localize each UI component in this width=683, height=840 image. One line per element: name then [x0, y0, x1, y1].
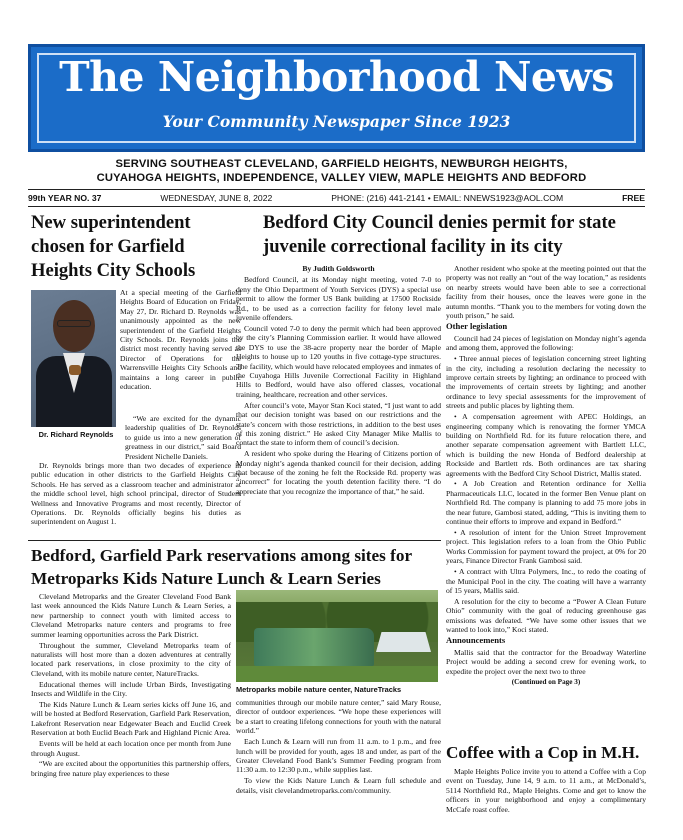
- paragraph: Each Lunch & Learn will run from 11 a.m. to 1 p.m., and free lunch will be provided for youth, ages 18 and under, as part of the Greater Cleveland Food Bank’s Summer Feeding program from 11:30 a.m. to 12:30 p.m., while supplies last.: [236, 737, 441, 775]
- paragraph: • A Job Creation and Retention ordinance for Xellia Pharmaceuticals LLC, located in the former Ben Venue plant on Northfield Rd. The company is planning to add 75 more jobs in the near future, Gambosi stated, adding, “This is inviting them to continue their efforts to improve and expand in Bedford.”: [446, 479, 646, 527]
- continued-note: (Continued on Page 3): [511, 677, 581, 686]
- masthead-banner: [28, 44, 645, 152]
- article-body: [120, 288, 241, 393]
- paragraph: At a special meeting of the Garfield Heights Board of Education on Friday, May 27, Dr. Richard D. Reynolds was unanimously appointed as the new superintendent of the Garfield Heights City Schools. Dr. Reynolds joins the district most recently having served as Director of Operations for the Warrensville Heights City Schools and maintains a long career in public education.: [120, 288, 241, 392]
- superintendent-photo: [31, 290, 116, 427]
- subhead: Other legislation: [446, 321, 508, 332]
- issue-date: WEDNESDAY, JUNE 8, 2022: [160, 193, 273, 203]
- article-headline: Bedford City Council denies permit for state juvenile correctional facility in its city: [263, 212, 616, 257]
- price: FREE: [622, 193, 645, 203]
- article-body: [446, 264, 646, 687]
- paragraph: A resident who spoke during the Hearing of Citizens portion of Monday night’s agenda thanked council for their decision, adding that because of the zoning he felt the Rockside Rd. property was “incorrect” for locating the youth detention facility there. “I do appreciate that you recognize the importance of that,” he said.: [236, 449, 441, 496]
- byline: By Judith Goldsworth: [302, 264, 375, 273]
- divider: [28, 206, 645, 207]
- article-body: [236, 698, 441, 797]
- paragraph: Bedford Council, at its Monday night meeting, voted 7-0 to deny the Ohio Department of Youth Services (DYS) a special use permit to allow the former US Bank building at 17500 Rockside Rd., to be used as a correction facility for felony level male juvenile offenders.: [236, 275, 441, 323]
- paragraph: A resolution for the city to become a “Power A Clean Future Ohio” community with the goal of reducing greenhouse gas emissions was defeated. “We have some other issues that we wanted to look into,” Koci stated.: [446, 596, 646, 635]
- coverage-area: [20, 157, 663, 185]
- paragraph: Council voted 7-0 to deny the permit which had been approved by the city’s Planning Commission earlier. It would have allowed the DYS to use the 38-acre property near the border of Maple Heights to house up to 120 youths in five cottage-type structures. The facility, which would have relocated employees and inmates of the Cuyahoga Hills Juvenile Correctional Facility in Highland Hills to Bedford, would have also offered classes, vocational training, healthcare, recreation and other services.: [236, 323, 441, 399]
- paragraph: Mallis said that the contractor for the Broadway Waterline Project would be adding a second crew for evening work, to expedite the project over the next two to three: [446, 647, 646, 676]
- paragraph: Maple Heights Police invite you to attend a Coffee with a Cop event on Tuesday, June 14, 9 a.m. to 11 a.m., at McDonald’s, 5114 Northfield Rd., Maple Heights. Come and get to know the officers in your neighborhood and enjoy a complimentary McCafe roast coffee.: [446, 767, 646, 814]
- photo-caption: Metroparks mobile nature center, NatureTracks: [236, 685, 402, 694]
- paragraph: Cleveland Metroparks and the Greater Cleveland Food Bank last week announced the Kids Nature Lunch & Learn Series, a new partnership to connect youth with limited access to Cleveland Metroparks nature centers and programs to free summer learning opportunities across the Park District.: [31, 592, 231, 639]
- article-body: [446, 767, 646, 816]
- coverage-line-2: CUYAHOGA HEIGHTS, INDEPENDENCE, VALLEY VIEW, MAPLE HEIGHTS AND BEDFORD: [96, 172, 587, 184]
- article-headline: Bedford, Garfield Park reservations among sites for Metroparks Kids Nature Lunch & Learn Series: [31, 546, 412, 588]
- paragraph: After council’s vote, Mayor Stan Koci stated, “I just want to add that our decision tonight was based on our restrictions and the state’s concern with those restrictions, in addition to the best uses of this zoning district.” He asked City Manager Mike Mallis to contact the state to inform them of council’s decision.: [236, 400, 441, 448]
- paragraph: To view the Kids Nature Lunch & Learn full schedule and details, visit clevelandmetroparks.com/community.: [236, 776, 441, 795]
- newspaper-title: The Neighborhood News: [59, 53, 614, 101]
- paragraph: • A resolution of intent for the Union Street Improvement project. This legislation refers to a loan from the Ohio Public Works Commission for payment toward the project, at 0% for 20 years, Finance Director Frank Gambosi said.: [446, 527, 646, 566]
- paragraph: “We are excited for the dynamic leadership qualities of Dr. Reynolds to guide us into a new generation of greatness in our district,” said Board President Nichelle Daniels.: [125, 414, 241, 461]
- article-body: [31, 414, 241, 528]
- article-body: [236, 264, 441, 498]
- paragraph: The Kids Nature Lunch & Learn series kicks off June 16, and will be hosted at Bedford Reservation, Garfield Park Reservation, Lakefront Reservation near Edgewater Beach and Euclid Creek Reservation at both Euclid Beach Park and Highland Picnic Area.: [31, 699, 231, 738]
- paragraph: Events will be held at each location once per month from June through August.: [31, 739, 231, 758]
- newspaper-tagline: Your Community Newspaper Since 1923: [162, 112, 511, 131]
- issue-info-bar: [28, 190, 645, 206]
- coverage-line-1: SERVING SOUTHEAST CLEVELAND, GARFIELD HEIGHTS, NEWBURGH HEIGHTS,: [115, 158, 568, 170]
- paragraph: Council had 24 pieces of legislation on Monday night’s agenda and among them, approved the following:: [446, 333, 646, 353]
- paragraph: Educational themes will include Urban Birds, Investigating Insects and Wildlife in the City.: [31, 679, 231, 699]
- subhead: Announcements: [446, 635, 506, 646]
- divider: [28, 540, 441, 541]
- paragraph: Another resident who spoke at the meeting pointed out that the property was not really an “out of the way location,” as residents on nearby streets would have been able to see a correctional facility from their houses, once the leaves were gone in the autumn months. “Thank you to the members for voting down the youth prison,” he said.: [446, 264, 646, 321]
- article-body: [31, 592, 231, 780]
- paragraph: Throughout the summer, Cleveland Metroparks team of naturalists will host more than a dozen adventures at centrally located park reservations, in close proximity to the city of Cleveland, with its mobile nature center, NatureTracks.: [31, 640, 231, 678]
- paragraph: communities through our mobile nature center,” said Mary Rouse, director of outdoor experiences. “We hope these experiences will be a start to creating lifelong connections for youth with the natural world.”: [236, 698, 441, 736]
- contact-info: PHONE: (216) 441-2141 • EMAIL: NNEWS1923@AOL.COM: [331, 193, 564, 203]
- paragraph: • A compensation agreement with APEC Holdings, an engineering company which is renovating the former YMCA building on Northfield Rd. for its future relocation there, and another separate compensation agreement with Bartlett LLC, which is building the new Honda of Bedford dealership at Rockside and Bartlett rds. Both ordinances are tax sharing agreements with the Bedford City School District, Mallis stated.: [446, 412, 646, 478]
- nature-center-photo: [236, 590, 438, 682]
- paragraph: • A contract with Ultra Polymers, Inc., to redo the coating of the Municipal Pool in the city. The coating will have a warranty of 15 years, Mallis said.: [446, 567, 646, 595]
- photo-caption: Dr. Richard Reynolds: [38, 430, 114, 439]
- article-headline: Coffee with a Cop in M.H.: [446, 743, 640, 762]
- issue-number: 99th YEAR NO. 37: [28, 193, 102, 203]
- paragraph: • Three annual pieces of legislation concerning street lighting in the city, including a resolution declaring the necessity to improve certain streets by lighting; an ordinance to proceed with the improvements of certain streets by lighting; and another ordinance to levy special assessments for the improvement of streets and public places by lighting them.: [446, 354, 646, 411]
- article-headline: New superintendent chosen for Garfield Heights City Schools: [31, 212, 196, 281]
- paragraph: Dr. Reynolds brings more than two decades of experience in public education in other districts to the Garfield Heights City Schools. He has served as a classroom teacher and administrator at the middle school level, high school principal, director of Student Wellness and Innovative Programs and most recently, Director of Operations. Dr. Reynolds officially begins his duties as superintendent on August 1.: [31, 461, 241, 527]
- paragraph: “We are excited about the opportunities this partnership offers, bringing free nature play experiences to these: [31, 759, 231, 778]
